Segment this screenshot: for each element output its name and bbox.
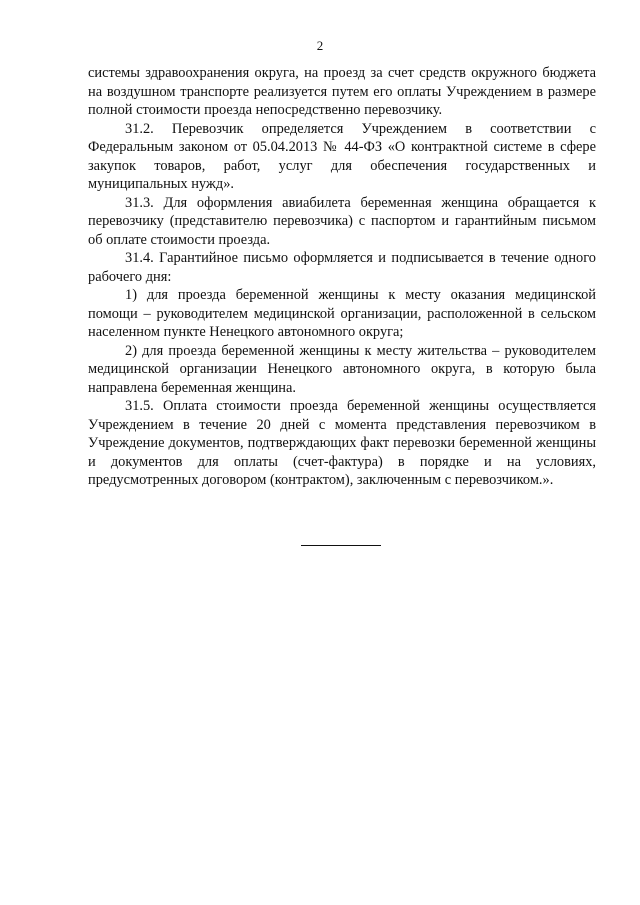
- list-item-2: 2) для проезда беременной женщины к месту жительства – руководителем медицинской организации Ненецкого автономного округа, в которую была направлена беременная женщина.: [88, 342, 596, 396]
- end-of-document-rule: [301, 545, 381, 546]
- document-body: [88, 64, 596, 490]
- page-number: 2: [316, 38, 324, 53]
- paragraph-31-2: 31.2. Перевозчик определяется Учреждением в соответствии с Федеральным законом от 05.04.2013 № 44-ФЗ «О контрактной системе в сфере закупок товаров, работ, услуг для обеспечения государственных и муниципальных нужд».: [88, 120, 596, 192]
- paragraph-31-5: 31.5. Оплата стоимости проезда беременной женщины осуществляется Учреждением в течение 20 дней с момента представления перевозчиком в Учреждение документов, подтверждающих факт перевозки беременной женщины и документов для оплаты (счет-фактура) в порядке и на условиях, предусмотренных договором (контрактом), заключенным с перевозчиком.».: [88, 398, 596, 488]
- paragraph-31-4: 31.4. Гарантийное письмо оформляется и подписывается в течение одного рабочего дня:: [88, 250, 596, 285]
- list-item-1: 1) для проезда беременной женщины к месту оказания медицинской помощи – руководителем медицинской организации, расположенной в сельском населенном пункте Ненецкого автономного округа;: [88, 287, 596, 340]
- paragraph-continuation: системы здравоохранения округа, на проезд за счет средств окружного бюджета на воздушном транспорте реализуется путем его оплаты Учреждением в размере полной стоимости проезда непосредственно перевозчику.: [88, 65, 596, 118]
- paragraph-31-3: 31.3. Для оформления авиабилета беременная женщина обращается к перевозчику (представителю перевозчика) с паспортом и гарантийным письмом об оплате стоимости проезда.: [88, 194, 596, 248]
